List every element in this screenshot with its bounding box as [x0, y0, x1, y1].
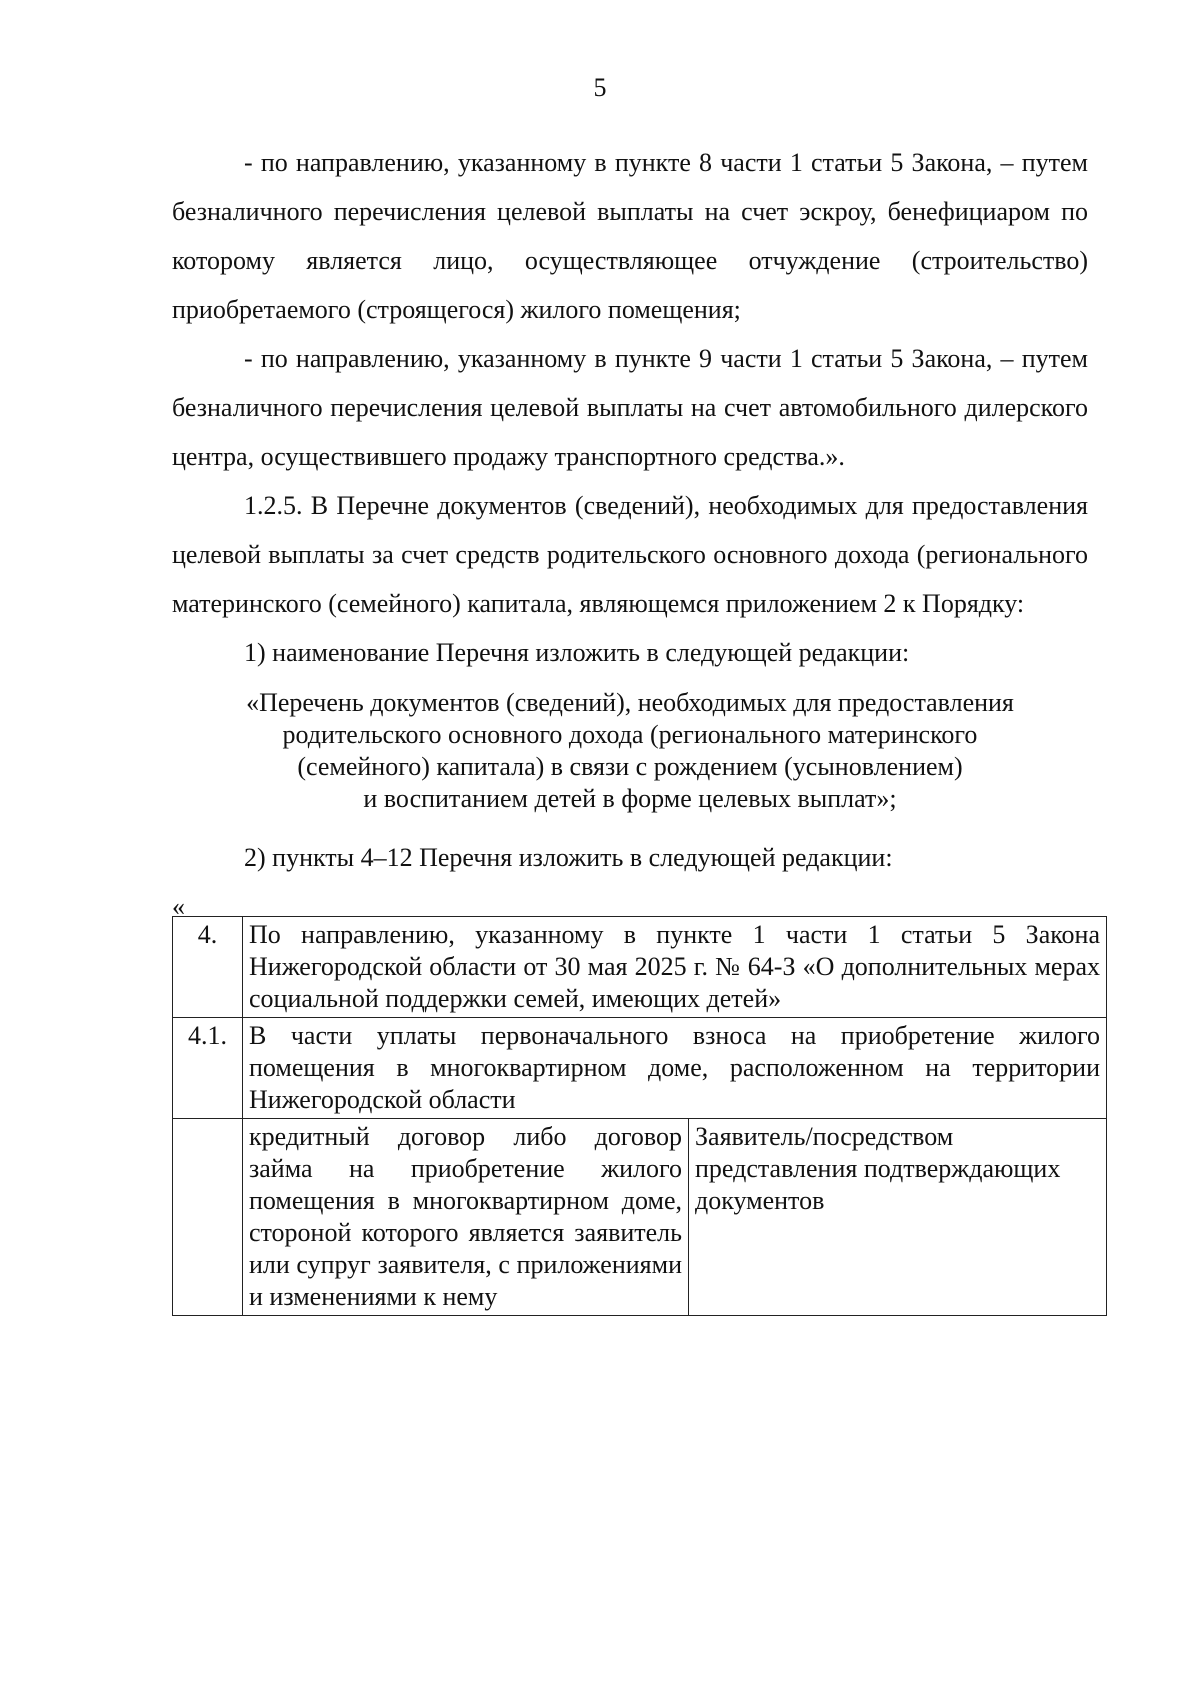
row-text: По направлению, указанному в пункте 1 части 1 статьи 5 Закона Нижегородской области от 30 мая 2025 г. № 64-З «О дополнительных мерах социальной поддержки семей, имеющих детей» [243, 917, 1107, 1018]
list-title-line: родительского основного дохода (регионального материнского [282, 720, 978, 749]
row-number: 4. [173, 917, 243, 1018]
row-number: 4.1. [173, 1018, 243, 1119]
document-cell: кредитный договор либо договор займа на приобретение жилого помещения в многоквартирном доме, стороной которого является заявитель или супруг заявителя, с приложениями и изменениями к нему [243, 1119, 689, 1316]
list-title-line: и воспитанием детей в форме целевых выплат»; [363, 784, 897, 813]
paragraph-item-8: - по направлению, указанному в пункте 8 части 1 статьи 5 Закона, – путем безналичного перечисления целевой выплаты на счет эскроу, бенефициаром по которому является лицо, осуществляющее отчуждение (строительство) приобретаемого (строящегося) жилого помещения; [172, 148, 1088, 324]
table-row [173, 1119, 1107, 1316]
document-body [172, 138, 1100, 1316]
list-title-line: «Перечень документов (сведений), необходимых для предоставления [246, 688, 1014, 717]
paragraph-items-4-12: 2) пункты 4–12 Перечня изложить в следующей редакции: [244, 843, 893, 872]
table-row [173, 917, 1107, 1018]
list-title [172, 687, 1088, 815]
paragraph-1-2-5: 1.2.5. В Перечне документов (сведений), необходимых для предоставления целевой выплаты за счет средств родительского основного дохода (регионального материнского (семейного) капитала, являющемся приложением 2 к Порядку: [172, 491, 1088, 618]
row-text: В части уплаты первоначального взноса на приобретение жилого помещения в многоквартирном доме, расположенном на территории Нижегородской области [243, 1018, 1107, 1119]
row-number [173, 1119, 243, 1316]
documents-table [172, 916, 1107, 1316]
paragraph-item-9: - по направлению, указанному в пункте 9 части 1 статьи 5 Закона, – путем безналичного перечисления целевой выплаты на счет автомобильного дилерского центра, осуществившего продажу транспортного средства.». [172, 344, 1088, 471]
source-cell: Заявитель/посредством представления подтверждающих документов [689, 1119, 1107, 1316]
page-number: 5 [593, 73, 607, 102]
opening-quote: « [172, 892, 185, 921]
list-title-line: (семейного) капитала) в связи с рождением (усыновлением) [297, 752, 963, 781]
table-row [173, 1018, 1107, 1119]
paragraph-list-name: 1) наименование Перечня изложить в следующей редакции: [244, 638, 910, 667]
